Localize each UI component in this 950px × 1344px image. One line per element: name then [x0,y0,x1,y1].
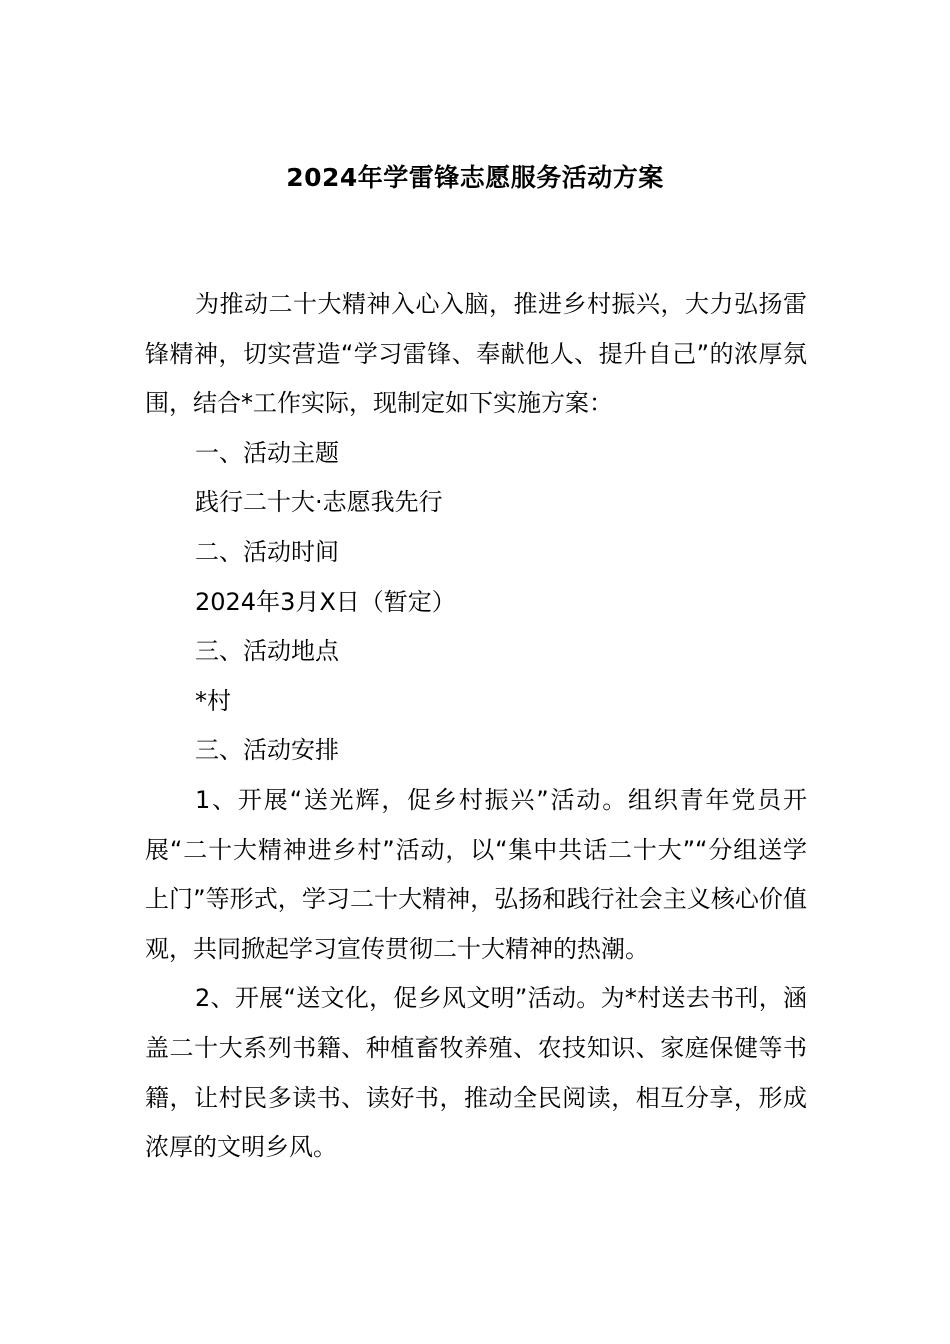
section-heading-location: 三、活动地点 [195,637,339,666]
arrangement-item-1: 1、开展“送光辉，促乡村振兴”活动。组织青年党员开展“二十大精神进乡村”活动，以“集中共话二十大”“分组送学上门”等形式，学习二十大精神，弘扬和践行社会主义核心价值观，共同掀起学习宣传贯彻二十大精神的热潮。 [145,785,807,963]
arrangement-item-2: 2、开展“送文化，促乡风文明”活动。为*村送去书刊，涵盖二十大系列书籍、种植畜牧养殖、农技知识、家庭保健等书籍，让村民多读书、读好书，推动全民阅读，相互分享，形成浓厚的文明乡风。 [145,984,807,1162]
document-body [145,280,807,1173]
theme-text: 践行二十大·志愿我先行 [195,488,443,517]
section-heading-arrangement: 三、活动安排 [195,736,339,765]
location-text: *村 [195,686,231,715]
intro-paragraph: 为推动二十大精神入心入脑，推进乡村振兴，大力弘扬雷锋精神，切实营造“学习雷锋、奉献他人、提升自己”的浓厚氛围，结合*工作实际，现制定如下实施方案： [145,290,807,418]
section-heading-theme: 一、活动主题 [195,438,339,467]
time-text: 2024年3月X日（暂定） [195,587,456,616]
section-heading-time: 二、活动时间 [195,537,339,566]
document-title: 2024年学雷锋志愿服务活动方案 [286,163,664,192]
